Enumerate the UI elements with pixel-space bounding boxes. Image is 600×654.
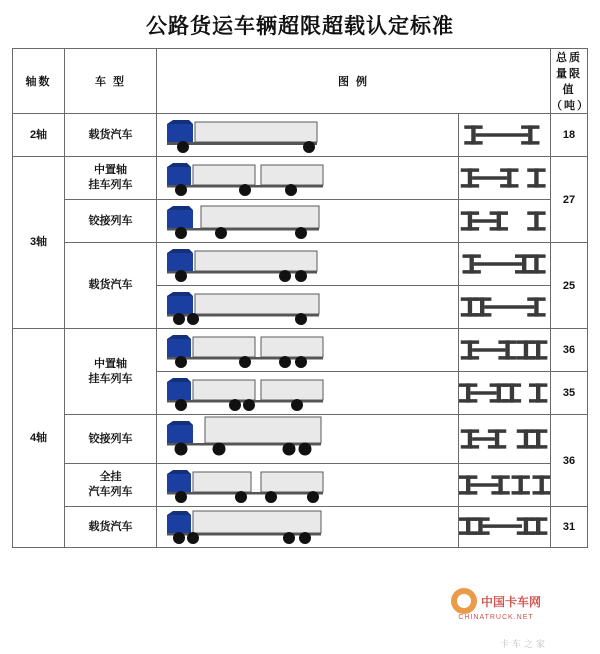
table-row (13, 114, 588, 157)
header-axles: 轴数 (13, 49, 65, 114)
watermark-name: 中国卡车网 (480, 594, 541, 609)
axle-diagram-axle-3-artic (459, 200, 551, 243)
table-row (13, 464, 588, 507)
axle-diagram-axle-3-rigid-b (459, 286, 551, 329)
vehicle-figure-truck-rigid-2axle (157, 114, 459, 157)
mass-cell: 25 (551, 243, 588, 329)
vehicle-figure-centre-axle-trailer-3axle (157, 157, 459, 200)
vehicle-figure-fulltrailer-4axle (157, 464, 459, 507)
axle-diagram-axle-3-centre (459, 157, 551, 200)
axle-diagram-axle-4-artic (459, 415, 551, 464)
table-row (13, 200, 588, 243)
axle-diagram-axle-4-full (459, 464, 551, 507)
watermark-logo-icon (451, 588, 477, 614)
type-cell: 中置轴 挂车列车 (65, 157, 157, 200)
vehicle-figure-centre-axle-trailer-4axle-a (157, 329, 459, 372)
mass-cell: 36 (551, 415, 588, 507)
mass-cell: 35 (551, 372, 588, 415)
mass-cell: 18 (551, 114, 588, 157)
axle-diagram-axle-2 (459, 114, 551, 157)
mass-cell: 36 (551, 329, 588, 372)
table-row (13, 243, 588, 286)
axles-cell-2: 2轴 (13, 114, 65, 157)
watermark-domain: CHINATRUCK.NET (458, 614, 534, 621)
table-row (13, 415, 588, 464)
table-row (13, 157, 588, 200)
header-mass (551, 49, 588, 114)
type-cell: 中置轴 挂车列车 (65, 329, 157, 415)
axle-diagram-axle-4-centre-b (459, 372, 551, 415)
header-mass-unit: （吨） (551, 100, 590, 112)
type-cell: 载货汽车 (65, 114, 157, 157)
vehicle-figure-articulated-3axle (157, 200, 459, 243)
vehicle-figure-truck-rigid-3axle-b (157, 286, 459, 329)
type-cell: 铰接列车 (65, 415, 157, 464)
vehicle-figure-truck-rigid-3axle-a (157, 243, 459, 286)
page-title: 公路货运车辆超限超载认定标准 (146, 15, 454, 38)
watermark (436, 588, 556, 640)
vehicle-figure-articulated-4axle (157, 415, 459, 464)
table-row (13, 329, 588, 372)
type-cell: 载货汽车 (65, 507, 157, 548)
mass-cell: 27 (551, 157, 588, 243)
header-figure: 图 例 (157, 49, 551, 114)
mass-cell: 31 (551, 507, 588, 548)
header-type: 车 型 (65, 49, 157, 114)
axle-diagram-axle-3-rigid-a (459, 243, 551, 286)
axles-cell-3: 3轴 (13, 157, 65, 329)
overload-standard-table (12, 48, 588, 548)
vehicle-figure-centre-axle-trailer-4axle-b (157, 372, 459, 415)
type-cell: 铰接列车 (65, 200, 157, 243)
type-cell: 载货汽车 (65, 243, 157, 329)
axles-cell-4: 4轴 (13, 329, 65, 548)
header-mass-main: 总质量限值 (556, 52, 582, 96)
type-cell: 全挂 汽车列车 (65, 464, 157, 507)
axle-diagram-axle-4-rigid (459, 507, 551, 548)
watermark-ghost: 卡车之家 (499, 639, 548, 649)
table-header-row (13, 49, 588, 114)
vehicle-figure-truck-rigid-4axle (157, 507, 459, 548)
table-row (13, 507, 588, 548)
axle-diagram-axle-4-centre-a (459, 329, 551, 372)
